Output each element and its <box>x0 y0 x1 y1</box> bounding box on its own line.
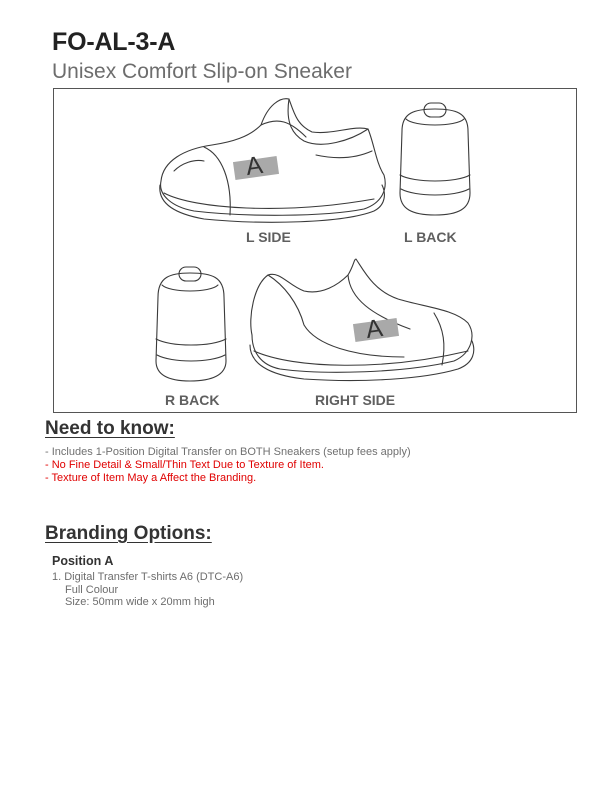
right-side-sneaker-drawing <box>250 259 474 381</box>
note-item: - Texture of Item May a Affect the Branding. <box>45 472 257 484</box>
label-l-back: L BACK <box>404 229 457 245</box>
sneaker-drawings <box>54 89 578 414</box>
right-back-sneaker-drawing <box>156 267 226 381</box>
product-code: FO-AL-3-A <box>52 28 176 56</box>
left-back-sneaker-drawing <box>400 103 470 215</box>
product-views-panel <box>53 88 577 413</box>
product-title: Unisex Comfort Slip-on Sneaker <box>52 60 352 83</box>
need-to-know-heading: Need to know: <box>45 418 175 439</box>
branding-size: Size: 50mm wide x 20mm high <box>65 596 215 608</box>
position-a-title: Position A <box>52 554 114 568</box>
label-right-side: RIGHT SIDE <box>315 392 396 408</box>
branding-option-details <box>52 571 243 609</box>
label-r-back: R BACK <box>165 392 220 408</box>
note-item: - Includes 1-Position Digital Transfer on BOTH Sneakers (setup fees apply) <box>45 446 411 458</box>
marker-a-right: A <box>364 313 385 345</box>
branding-options-heading: Branding Options: <box>45 523 212 544</box>
branding-colour: Full Colour <box>65 583 119 596</box>
branding-option-line: 1. Digital Transfer T-shirts A6 (DTC-A6) <box>52 571 244 583</box>
marker-a-left: A <box>244 150 265 182</box>
label-l-side: L SIDE <box>246 229 291 245</box>
note-item: - No Fine Detail & Small/Thin Text Due to Texture of Item. <box>45 459 324 471</box>
